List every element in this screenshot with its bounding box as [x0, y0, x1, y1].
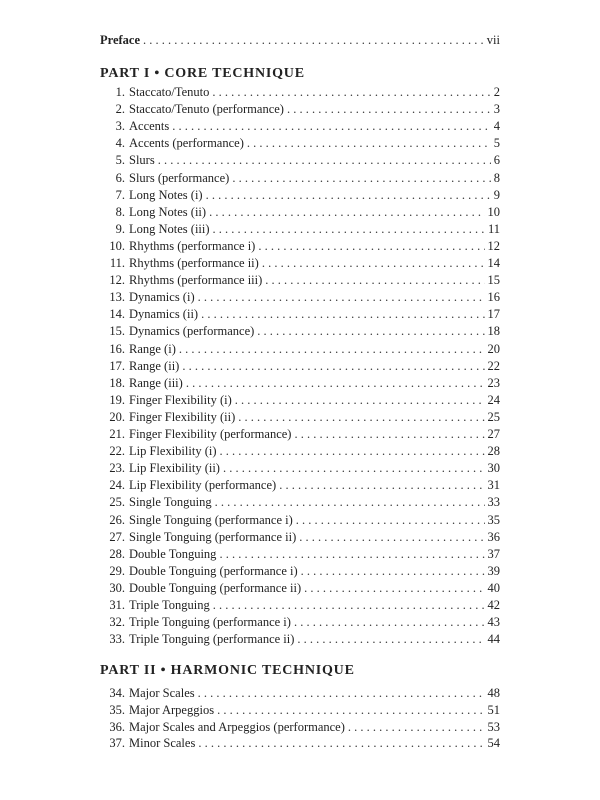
entry-page: 42	[487, 598, 500, 612]
entry-page: 35	[487, 512, 500, 527]
entry-title: Preface	[100, 33, 141, 47]
entry-number: 24.	[109, 478, 125, 493]
entry-page: 44	[487, 632, 500, 647]
entry-page: 37	[487, 546, 500, 561]
entry-number: 23.	[109, 461, 125, 476]
entry-page: 31	[487, 478, 500, 493]
entry-page: 20	[487, 341, 500, 356]
toc-entry[interactable]	[100, 460, 500, 477]
dot-leader	[297, 631, 484, 648]
entry-title: Rhythms (performance iii)	[129, 273, 263, 288]
entry-number: 34.	[109, 686, 125, 700]
toc-entry[interactable]	[100, 84, 500, 101]
entry-page: 53	[487, 719, 500, 734]
entry-page: 40	[487, 580, 500, 595]
entry-title: Rhythms (performance i)	[129, 238, 256, 253]
dot-leader	[265, 272, 484, 289]
entry-number: 16.	[109, 341, 125, 356]
toc-entry[interactable]	[100, 152, 500, 169]
toc-entry[interactable]	[100, 529, 500, 546]
toc-entry[interactable]	[100, 512, 500, 529]
toc-entry[interactable]	[100, 101, 500, 118]
entry-number: 13.	[109, 290, 125, 305]
part-heading: PART I • CORE TECHNIQUE	[100, 66, 305, 81]
entry-title: Triple Tonguing	[129, 598, 210, 612]
entry-title: Staccato/Tenuto	[129, 85, 210, 99]
entry-page: 28	[487, 444, 500, 459]
entry-number: 4.	[115, 136, 125, 151]
entry-number: 15.	[109, 324, 125, 339]
entry-page: 4	[493, 119, 500, 134]
toc-entry[interactable]	[100, 563, 500, 580]
entry-title: Dynamics (i)	[129, 290, 195, 305]
dot-leader	[206, 187, 491, 204]
entry-number: 12.	[109, 273, 125, 288]
toc-entry[interactable]	[100, 135, 500, 152]
toc-entry[interactable]	[100, 719, 500, 736]
entry-page: 11	[487, 221, 500, 236]
entry-number: 1.	[115, 85, 125, 99]
entry-number: 8.	[115, 204, 125, 219]
entry-title: Long Notes (i)	[129, 187, 203, 202]
entry-page: 16	[487, 290, 500, 305]
entry-number: 36.	[109, 719, 125, 734]
dot-leader	[247, 135, 491, 152]
toc-entry[interactable]	[100, 238, 500, 255]
toc-entry[interactable]	[100, 477, 500, 494]
dot-leader	[235, 392, 485, 409]
dot-leader	[201, 306, 484, 323]
entry-title: Double Tonguing (performance i)	[129, 563, 298, 578]
toc-entry[interactable]	[100, 614, 500, 631]
dot-leader	[213, 221, 485, 238]
entry-title: Minor Scales	[129, 736, 196, 751]
toc-entry[interactable]	[100, 375, 500, 392]
dot-leader	[262, 255, 485, 272]
dot-leader	[172, 118, 490, 135]
entry-number: 30.	[109, 580, 125, 595]
dot-leader	[223, 460, 485, 477]
dot-leader	[294, 426, 484, 443]
dot-leader	[304, 580, 484, 597]
entry-title: Major Scales	[129, 686, 195, 700]
toc-entry[interactable]	[100, 426, 500, 443]
dot-leader	[143, 32, 484, 49]
entry-page: 3	[493, 102, 500, 117]
entry-page: 54	[487, 736, 500, 751]
entry-title: Slurs	[129, 153, 155, 168]
toc-entry[interactable]	[100, 443, 500, 460]
dot-leader	[258, 238, 484, 255]
entry-page: 27	[487, 427, 500, 441]
entry-number: 2.	[115, 102, 125, 117]
toc-entry[interactable]	[100, 306, 500, 323]
dot-leader	[287, 101, 491, 118]
toc-entry[interactable]	[100, 323, 500, 340]
entry-page: 10	[487, 204, 500, 219]
entry-number: 25.	[109, 495, 125, 510]
entry-number: 33.	[109, 632, 125, 647]
entry-number: 11.	[109, 256, 125, 270]
entry-number: 31.	[109, 598, 125, 612]
toc-entry[interactable]	[100, 631, 500, 648]
dot-leader	[232, 170, 490, 187]
toc-entry[interactable]	[100, 685, 500, 702]
entry-number: 10.	[109, 238, 125, 253]
entry-title: Finger Flexibility (performance)	[129, 427, 292, 441]
entry-number: 22.	[109, 444, 125, 459]
dot-leader	[348, 719, 485, 736]
toc-entry[interactable]	[100, 341, 500, 358]
toc-entry[interactable]	[100, 221, 500, 238]
part-heading: PART II • HARMONIC TECHNIQUE	[100, 663, 355, 678]
dot-leader	[212, 84, 490, 101]
entry-title: Major Arpeggios	[129, 702, 215, 717]
toc-entry[interactable]	[100, 358, 500, 375]
entry-title: Single Tonguing (performance i)	[129, 512, 293, 527]
entry-page: 22	[487, 358, 500, 373]
entry-page: 23	[487, 375, 500, 390]
entry-title: Range (i)	[129, 341, 176, 356]
entry-title: Single Tonguing	[129, 495, 212, 510]
entry-number: 14.	[109, 307, 125, 322]
entry-title: Double Tonguing (performance ii)	[129, 580, 302, 595]
dot-leader	[198, 289, 485, 306]
entry-number: 29.	[109, 563, 125, 578]
entry-title: Lip Flexibility (ii)	[129, 461, 220, 476]
toc-entry[interactable]	[100, 702, 500, 719]
entry-title: Range (ii)	[129, 358, 180, 373]
entry-number: 9.	[115, 221, 125, 236]
dot-leader	[198, 735, 484, 752]
entry-page: 8	[493, 170, 500, 185]
dot-leader	[213, 597, 485, 614]
entry-page: 15	[487, 273, 500, 288]
entry-number: 5.	[115, 153, 125, 168]
toc-entry[interactable]	[100, 546, 500, 563]
dot-leader	[198, 685, 485, 702]
entry-page: 25	[487, 409, 500, 424]
dot-leader	[279, 477, 484, 494]
dot-leader	[294, 614, 485, 631]
toc-entry[interactable]	[100, 735, 500, 752]
dot-leader	[301, 563, 485, 580]
entry-title: Dynamics (ii)	[129, 307, 199, 322]
toc-entry[interactable]	[100, 170, 500, 187]
entry-number: 32.	[109, 615, 125, 630]
dot-leader	[215, 494, 485, 511]
entry-page: 18	[487, 324, 500, 339]
entry-title: Slurs (performance)	[129, 170, 230, 185]
entry-page: 12	[487, 238, 500, 253]
dot-leader	[209, 204, 484, 221]
entry-number: 26.	[109, 512, 125, 527]
toc-entry[interactable]	[100, 409, 500, 426]
dot-leader	[179, 341, 485, 358]
entry-page: 5	[493, 136, 500, 151]
entry-title: Dynamics (performance)	[129, 324, 255, 339]
toc-entry[interactable]	[100, 494, 500, 511]
entry-title: Finger Flexibility (i)	[129, 392, 232, 407]
entry-number: 19.	[109, 392, 125, 407]
dot-leader	[296, 512, 485, 529]
entry-number: 27.	[109, 529, 125, 544]
dot-leader	[238, 409, 484, 426]
dot-leader	[217, 702, 484, 719]
entry-title: Accents (performance)	[129, 136, 244, 151]
entry-title: Long Notes (ii)	[129, 204, 207, 219]
entry-number: 17.	[109, 358, 125, 373]
entry-page: 6	[493, 153, 500, 168]
entry-page: 39	[487, 563, 500, 578]
dot-leader	[219, 546, 484, 563]
entry-title: Lip Flexibility (i)	[129, 444, 217, 459]
entry-title: Accents	[129, 119, 170, 134]
entry-page: 36	[487, 529, 500, 544]
dot-leader	[158, 152, 491, 169]
toc-entry[interactable]	[100, 392, 500, 409]
dot-leader	[299, 529, 484, 546]
entry-page: 2	[493, 85, 500, 99]
entry-title: Finger Flexibility (ii)	[129, 409, 236, 424]
entry-number: 28.	[109, 546, 125, 561]
entry-title: Lip Flexibility (performance)	[129, 478, 277, 493]
entry-title: Triple Tonguing (performance ii)	[129, 632, 295, 647]
toc-entry[interactable]	[100, 272, 500, 289]
dot-leader	[257, 323, 484, 340]
entry-page: 9	[493, 187, 500, 202]
entry-title: Range (iii)	[129, 375, 183, 390]
toc-entry[interactable]	[100, 204, 500, 221]
entry-number: 6.	[115, 170, 125, 185]
entry-title: Major Scales and Arpeggios (performance)	[129, 719, 345, 734]
toc-entry[interactable]	[100, 118, 500, 135]
dot-leader	[186, 375, 485, 392]
entry-title: Long Notes (iii)	[129, 221, 210, 236]
entry-number: 18.	[109, 375, 125, 390]
toc-entry[interactable]	[100, 255, 500, 272]
toc-entry[interactable]	[100, 289, 500, 306]
entry-number: 3.	[115, 119, 125, 134]
entry-title: Rhythms (performance ii)	[129, 256, 259, 270]
toc-entry-preface[interactable]	[100, 32, 500, 49]
entry-page: 33	[487, 495, 500, 510]
entry-page: 24	[487, 392, 500, 407]
entry-page: 30	[487, 461, 500, 476]
toc-entry[interactable]	[100, 580, 500, 597]
dot-leader	[220, 443, 485, 460]
entry-title: Staccato/Tenuto (performance)	[129, 102, 284, 117]
dot-leader	[182, 358, 484, 375]
entry-page: vii	[486, 33, 500, 47]
entry-number: 35.	[109, 702, 125, 717]
entry-page: 48	[487, 686, 500, 700]
toc-entry[interactable]	[100, 187, 500, 204]
toc-entry[interactable]	[100, 597, 500, 614]
entry-page: 43	[487, 615, 500, 630]
entry-title: Double Tonguing	[129, 546, 217, 561]
entry-number: 37.	[109, 736, 125, 751]
entry-number: 20.	[109, 409, 125, 424]
entry-title: Single Tonguing (performance ii)	[129, 529, 297, 544]
entry-page: 51	[487, 702, 500, 717]
entry-title: Triple Tonguing (performance i)	[129, 615, 291, 630]
entry-number: 21.	[109, 427, 125, 441]
entry-page: 17	[487, 307, 500, 322]
entry-page: 14	[487, 256, 500, 270]
entry-number: 7.	[115, 187, 125, 202]
